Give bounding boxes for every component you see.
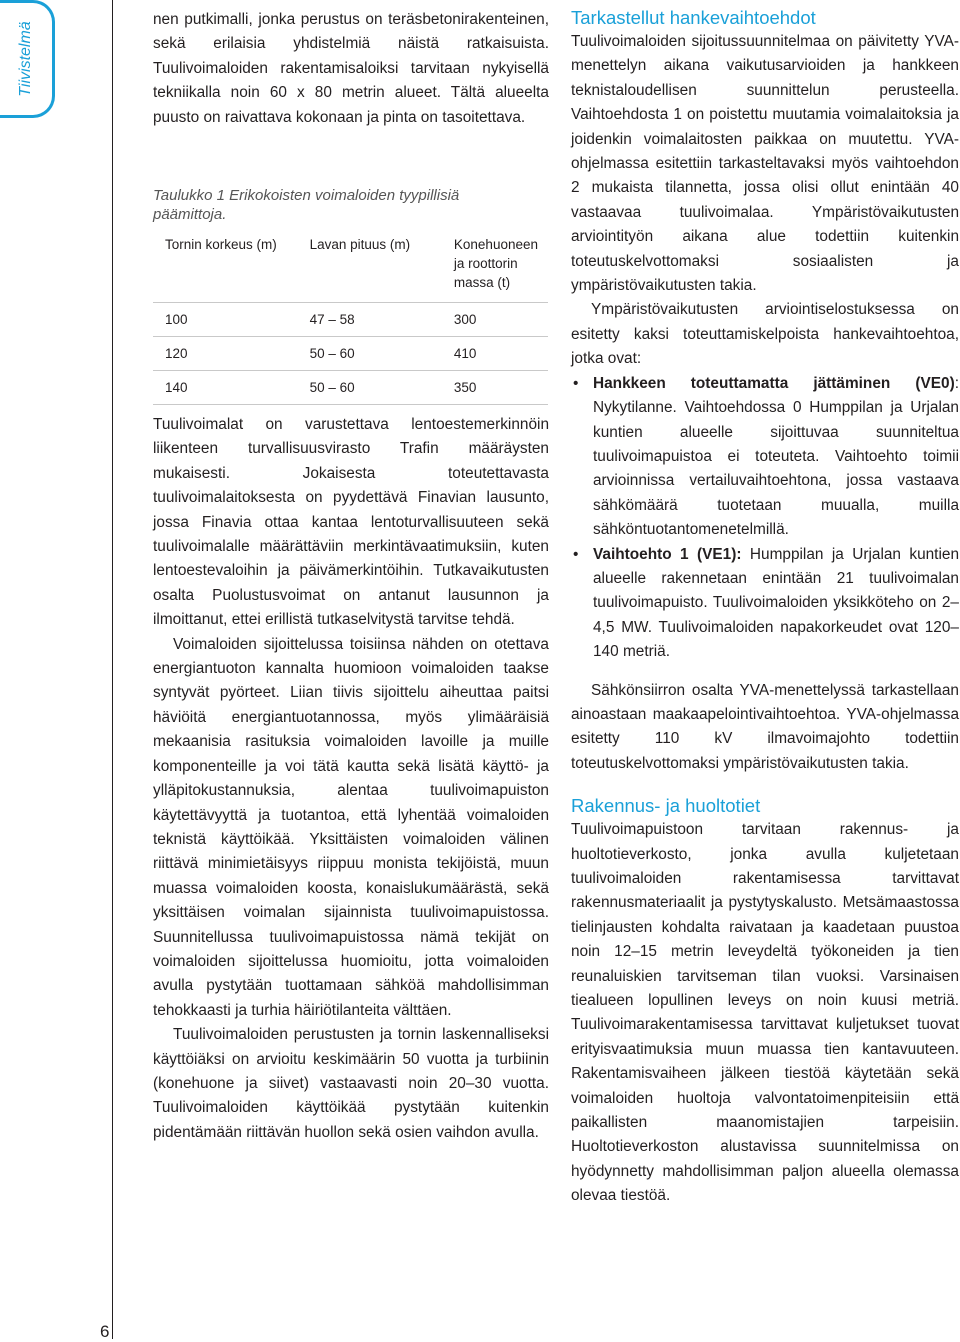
table-header-cell: Tornin korkeus (m) [165,237,277,252]
body-paragraph: Tuulivoimapuistoon tarvitaan rakennus- ja huoltotieverkosto, jonka avulla kuljetetaan tuulivoimaloiden rakentamisessa tarvittavat rakennusmateriaalit ja pystytyskalusto. Metsämaastossa tielinjausten kohdalta raivataan ja kaadetaan puustoa noin 12–15 metrin leveydeltä työkoneiden ja tien reunaluiskien tarvitseman tilan vuoksi. Varsinaisen tiealueen lopullinen leveys on noin kuusi metriä. Tuulivoimarakentamisessa tarvittavat kuljetukset tuovat erityisvaatimuksia muun muassa tien kantavuuteen. Rakentamisvaiheen jälkeen tiestöä käytetään sekä voimaloiden huoltoja valvontatoimenpiteisiin että paikallisten maanomistajien tarpeisiin. Huoltotieverkoston alustavissa suunnitelmissa on hyödynnetty mahdollisimman paljon alueella olemassa olevaa tiestöä. [571,821,959,1205]
table-row [153,337,548,371]
table-cell: 50 – 60 [298,337,442,371]
option-title: Hankkeen toteuttamatta jättäminen (VE0) [593,374,955,392]
page-number: 6 [100,1322,110,1341]
list-item [571,372,959,543]
table-header-cell: Lavan pituus (m) [309,237,411,252]
intro-paragraph: nen putkimalli, jonka perustus on teräsbetonirakenteinen, sekä erilaisia yhdistelmiä näistä ratkaisuista. Tuulivoimaloiden rakentamisaloiksi tarvitaan nykyisellä tekniikalla noin 60 x 80 metrin alueet. Tältä alueelta puusto on raivattava kokonaan ja pinta on tasoitettava. [153,11,549,126]
section-heading: Rakennus- ja huoltotiet [571,795,761,817]
left-column-intro [153,8,549,130]
section-tab [0,0,55,118]
option-text: Humppilan ja Urjalan kuntien alueelle rakennetaan enintään 21 tuulivoimalan tuulivoimapuisto. Tuulivoimaloiden yksikköteho on 2–4,5 MW. Tuulivoimaloiden napakorkeudet ovat 120–140 metriä. [593,545,959,661]
table-cell: 140 [153,371,298,405]
alternatives-list [571,372,959,665]
body-paragraph: Tuulivoimaloiden perustusten ja tornin laskennalliseksi käyttöiäksi on arvioitu keskimäärin 50 vuotta ja turbiinin (konehuone ja siivet) vastaavasti noin 20–30 vuotta. Tuulivoimaloiden käyttöikää pystytään kuitenkin pidentämään riittävän huollon sekä osien vaihdon avulla. [153,1026,549,1141]
table-cell: 350 [442,371,548,405]
list-item [571,543,959,665]
section-heading: Tarkastellut hankevaihtoehdot [571,7,816,28]
left-column-body [153,413,549,1145]
body-paragraph: Tuulivoimalat on varustettava lentoestemerkinnöin liikenteen turvallisuusvirasto Trafin määräysten mukaisesti. Jokaisesta toteutettavasta tuulivoimalaitoksesta on pyydettävä Finavian lausunto, jossa Finavia ottaa kantaa lentoturvallisuuteen sekä tuulivoimalalle määrättäviin merkintävaatimuksiin, kuten lentoestevaloihin ja päivämerkintöihin. Tutkavaikutusten osalta Puolustusvoimat on antanut lausunnon ja ilmoittanut, ettei erillistä tutkaselvitystä tarvitse tehdä. [153,416,549,629]
table-caption: Taulukko 1 Erikokoisten voimaloiden tyypillisiä päämittoja. [153,187,460,223]
option-text: Nykytilanne. Vaihtoehdossa 0 Humppilan ja Urjalan kuntien alueelle sijoittuvaa suunniteltua tuulivoimapuistoa ei toteuteta. Vaihtoehto toimii arvioinnissa vertailuvaihtoehtona, jossa vastaava sähkömäärä tuotetaan muualla, muilla sähköntuotantomenetelmillä. [593,399,959,539]
table-cell: 300 [442,303,548,337]
table-cell: 100 [153,303,298,337]
body-paragraph: Sähkönsiirron osalta YVA-menettelyssä tarkastellaan ainoastaan maakaapelointivaihtoehtoa. YVA-ohjelmassa esitetty 110 kV ilmavoimajohto todettiin toteutuskelvottomaksi ympäristövaikutusten takia. [571,681,959,772]
body-paragraph: Voimaloiden sijoittelussa toisiinsa nähden on otettava energiantuoton kannalta huomioon voimaloiden taakse syntyvät pyörteet. Liian tiivis sijoittelu aiheuttaa paitsi häviöitä energiantuotannossa, myös ylimääräisiä mekaanisia rasituksia voimaloiden lavoille ja muille komponenteille ja voi tätä kautta sekä lisätä käyttö- ja ylläpitokustannuksia, alentaa tuulivoimapuiston käytettävyyttä ja tuotantoa, että lyhentää voimaloiden teknistä käyttöikää. Yksittäisten voimaloiden välinen riittävä minimietäisyys riippuu monista tekijöistä, muun muassa voimaloiden koosta, konaislukumäärästä, sekä yksittäisen voimalan sijainnista tuulivoimapuistossa. Suunnitellussa tuulivoimapuistossa nämä tekijät on voimaloiden sijoittelussa huomioitu, jotta voimaloiden avulla pystytään tuottamaan sähköä mahdollisimman tehokkaasti ja turhia häiriötilanteita välttäen. [153,635,549,1019]
option-separator: : [954,374,959,392]
body-paragraph: Ympäristövaikutusten arviointiselostuksessa on esitetty kaksi toteuttamiskelpoista hankevaihtoehtoa, jotka ovat: [571,301,959,368]
section-tab-label: Tiivistelmä [17,21,34,97]
body-paragraph: Tuulivoimaloiden sijoitussuunnitelmaa on päivitetty YVA-menettelyn aikana vaikutusarvioiden ja hankkeen teknistaloudellisen suunnittelun perusteella. Vaihtoehdosta 1 on poistettu muutamia voimalaitoksia ja joidenkin voimalaitosten paikkaa on muutettu. YVA-ohjelmassa esitettiin tarkasteltavaksi myös vaihtoehdon 2 mukaista tilannetta, jossa olisi ollut enintään 40 vastaavaa tuulivoimalaa. Ympäristövaikutusten arviointityön aikana alue todettiin kuitenkin toteutuskelvottomaksi sosiaalisten ja ympäristövaikutusten takia. [571,33,959,295]
table-header-row [153,230,548,303]
table-cell: 410 [442,337,548,371]
right-column [571,6,959,1209]
option-separator: : [736,545,742,563]
table-header-cell: Konehuoneen ja roottorin massa (t) [453,237,538,290]
table-cell: 50 – 60 [298,371,442,405]
margin-rule [112,0,113,1339]
table-row [153,303,548,337]
dimensions-table [153,230,548,405]
table-cell: 47 – 58 [298,303,442,337]
option-title: Vaihtoehto 1 (VE1) [593,545,737,563]
table-cell: 120 [153,337,298,371]
table-row [153,371,548,405]
